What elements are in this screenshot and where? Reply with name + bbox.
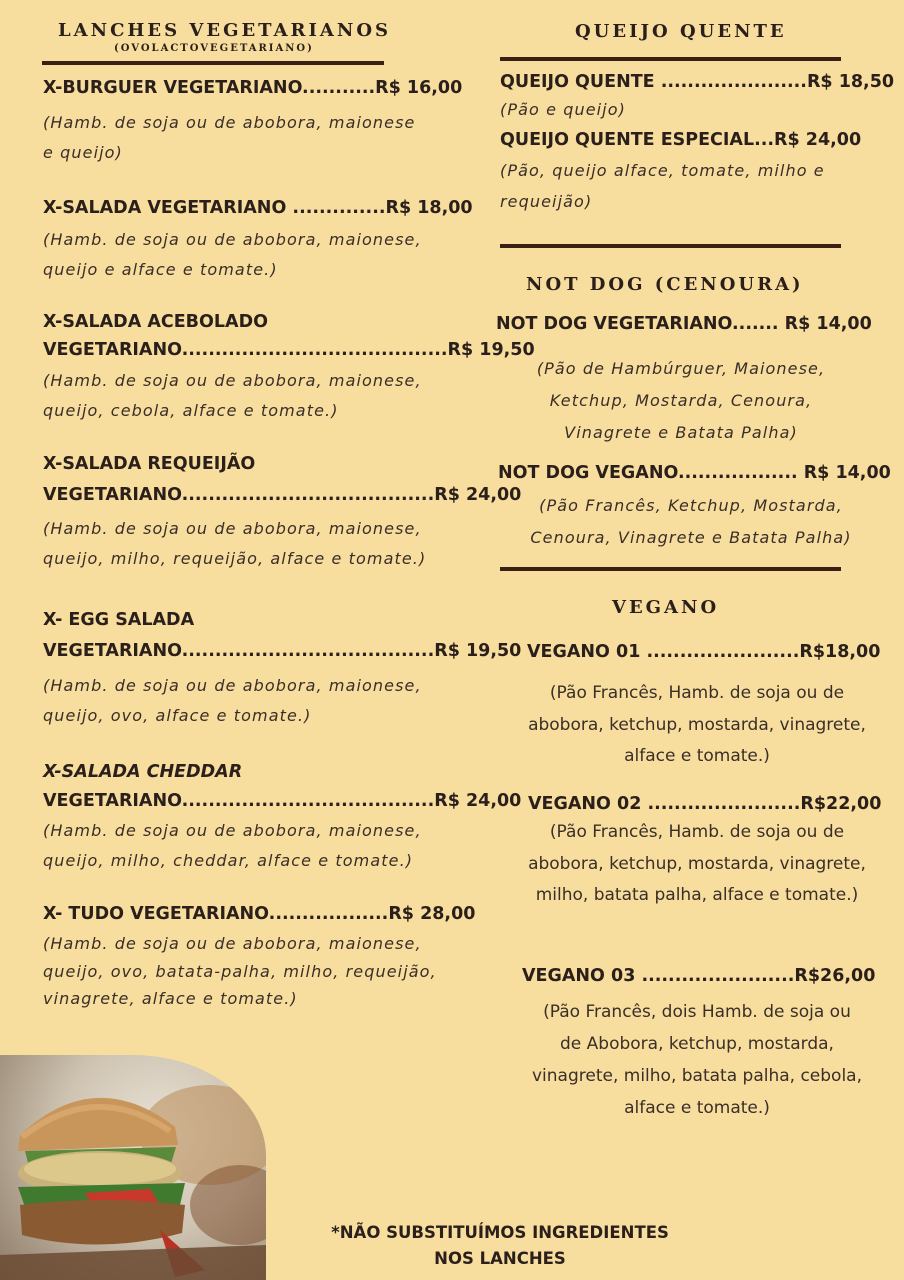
menu-item-description: (Hamb. de soja ou de abobora, maionese, queijo, milho, cheddar, alface e tomate.) <box>43 821 422 870</box>
menu-item-name-line2: VEGETARIANO......................................R$ 24,00 <box>43 485 522 505</box>
menu-item-description: (Pão Francês, Ketchup, Mostarda, Cenoura, Vinagrete e Batata Palha) <box>530 496 852 547</box>
menu-item-name-line2: VEGETARIANO......................................R$ 19,50 <box>43 641 522 661</box>
menu-item-name: VEGANO 02 .......................R$22,00 <box>528 794 882 814</box>
divider <box>500 244 841 248</box>
footer-note: *NÃO SUBSTITUÍMOS INGREDIENTES NOS LANCHES <box>331 1223 669 1268</box>
menu-item-name: QUEIJO QUENTE ......................R$ 18,50 <box>500 72 895 92</box>
section-title-queijo-quente: QUEIJO QUENTE <box>575 21 787 42</box>
divider <box>500 567 841 571</box>
menu-item-name: X-SALADA VEGETARIANO ..............R$ 18,00 <box>43 198 473 218</box>
menu-item-name: X-SALADA REQUEIJÃO <box>43 454 256 474</box>
menu-item-description: (Hamb. de soja ou de abobora, maionese, queijo, cebola, alface e tomate.) <box>43 371 422 420</box>
section-title-vegano: VEGANO <box>612 597 720 618</box>
menu-item-description: (Pão, queijo alface, tomate, milho e requeijão) <box>500 161 825 211</box>
menu-item-description: (Pão Francês, Hamb. de soja ou de abobora, ketchup, mostarda, vinagrete, milho, batata palha, alface e tomate.) <box>528 822 866 905</box>
menu-item-name: X-SALADA CHEDDAR <box>43 762 243 782</box>
menu-item-name: VEGANO 01 .......................R$18,00 <box>527 642 881 662</box>
menu-item-name: NOT DOG VEGETARIANO....... R$ 14,00 <box>496 314 872 334</box>
menu-item-name: QUEIJO QUENTE ESPECIAL...R$ 24,00 <box>500 130 862 150</box>
menu-item-name: X- EGG SALADA <box>43 610 195 630</box>
menu-item-name: X-SALADA ACEBOLADO <box>43 312 268 332</box>
section-title-not-dog: NOT DOG (CENOURA) <box>526 274 804 295</box>
menu-item-name-line2: VEGETARIANO........................................R$ 19,50 <box>43 340 535 360</box>
menu-item-description: (Pão Francês, Hamb. de soja ou de abobora, ketchup, mostarda, vinagrete, alface e tomate.) <box>528 683 866 766</box>
menu-item-description: (Hamb. de soja ou de abobora, maionese e queijo) <box>43 113 416 162</box>
section-title-lanches-vegetarianos: LANCHES VEGETARIANOS <box>58 20 392 41</box>
menu-item-description: (Pão de Hambúrguer, Maionese, Ketchup, Mostarda, Cenoura, Vinagrete e Batata Palha) <box>536 359 826 442</box>
menu-item-name: VEGANO 03 .......................R$26,00 <box>522 966 876 986</box>
menu-item-description: (Pão e queijo) <box>500 100 626 119</box>
section-subtitle-ovolacto: (OVOLACTOVEGETARIANO) <box>114 43 314 54</box>
menu-item-description: (Hamb. de soja ou de abobora, maionese, queijo, milho, requeijão, alface e tomate.) <box>43 519 427 568</box>
veggie-burger-photo <box>0 1055 266 1280</box>
burger-illustration <box>0 1055 266 1280</box>
menu-item-description: (Pão Francês, dois Hamb. de soja ou de Abobora, ketchup, mostarda, vinagrete, milho, batata palha, cebola, alface e tomate.) <box>531 1002 862 1118</box>
menu-item-name: NOT DOG VEGANO.................. R$ 14,00 <box>498 463 891 483</box>
menu-item-description: (Hamb. de soja ou de abobora, maionese, queijo, ovo, batata-palha, milho, requeijão, vinagrete, alface e tomate.) <box>43 934 437 1008</box>
menu-item-description: (Hamb. de soja ou de abobora, maionese, queijo e alface e tomate.) <box>43 230 422 279</box>
menu-item-description: (Hamb. de soja ou de abobora, maionese, queijo, ovo, alface e tomate.) <box>43 676 422 725</box>
menu-item-name-line2: VEGETARIANO......................................R$ 24,00 <box>43 791 522 811</box>
divider <box>500 57 841 61</box>
divider <box>42 61 384 65</box>
menu-item-name: X-BURGUER VEGETARIANO...........R$ 16,00 <box>43 78 463 98</box>
menu-item-name: X- TUDO VEGETARIANO..................R$ 28,00 <box>43 904 476 924</box>
